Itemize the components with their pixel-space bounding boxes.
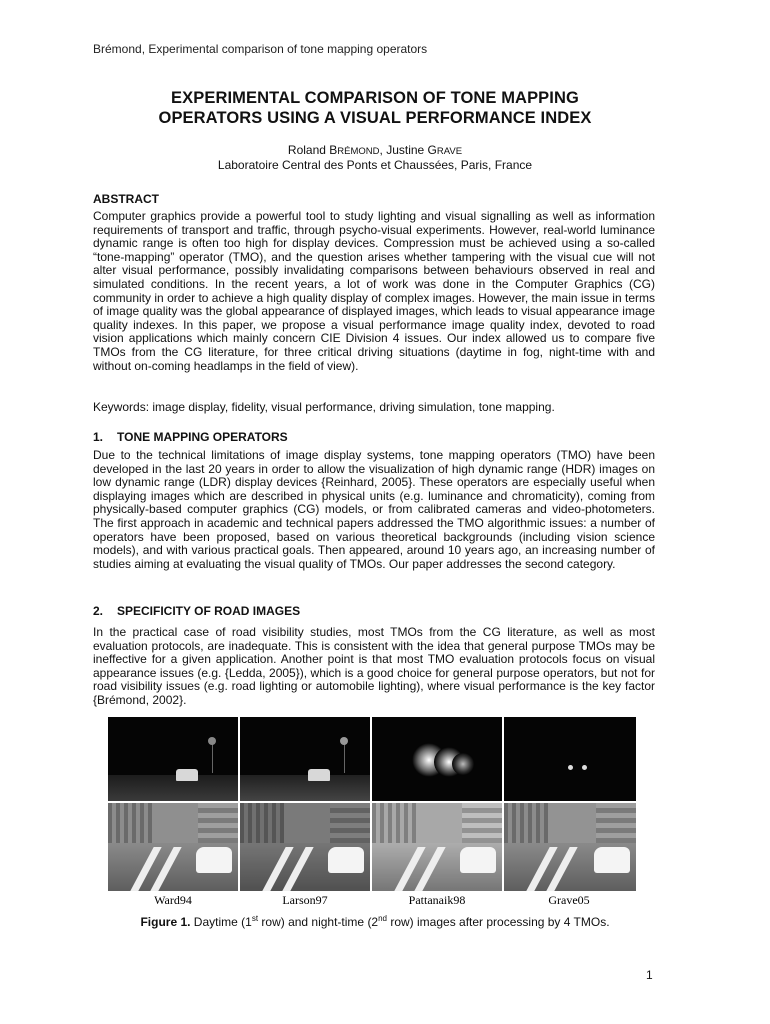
night-image-pattanaik98 [372,717,502,801]
day-image-pattanaik98 [372,803,502,891]
authors [60,143,690,157]
figure-caption-part-a: Daytime (1 [190,915,252,929]
figure-label-2: Larson97 [282,893,328,907]
affiliation: Laboratoire Central des Ponts et Chaussées, Paris, France [217,158,533,172]
figure-label-3: Pattanaik98 [408,893,466,907]
figure-caption-part-c: row) images after processing by 4 TMOs. [387,915,610,929]
night-image-ward94 [108,717,238,801]
figure-caption-part-b: row) and night-time (2 [258,915,379,929]
section-1-title: TONE MAPPING OPERATORS [117,430,288,444]
title-line-2: OPERATORS USING A VISUAL PERFORMANCE INDEX [158,109,592,127]
figure-label-4: Grave05 [548,893,590,907]
author-1-first: Roland B [287,143,338,157]
author-1-smallcaps: RÉMOND [337,146,380,157]
figure-caption [60,914,690,929]
keywords: Keywords: image display, fidelity, visual performance, driving simulation, tone mapping. [93,400,555,414]
section-2-number: 2. [93,604,104,618]
figure-label-1: Ward94 [154,893,192,907]
figure-caption-label: Figure 1. [140,915,191,929]
paper-title [60,88,690,128]
abstract-text: Computer graphics provide a powerful tool to study lighting and visual signalling as well as information requirements of transport and traffic, through psycho-visual experiments. However, real-world luminance dynamic range is often too high for display devices. Compression must be achieved using a so-called “tone-mapping” operator (TMO), and the question arises whether tampering with the visual cue will not alter visual performance, possibly invalidating comparisons between behaviours observed in real and simulated conditions. In the recent years, a lot of work was done in the Computer Graphics (CG) community in order to achieve a high quality display of complex images. However, the main issue in terms of image quality was the global appearance of displayed images, which leads to visual appearance image quality indexes. In this paper, we propose a visual performance image quality index, devoted to road vision applications which mainly concern CIE Division 4 issues. Our index allowed us to compare five TMOs from the CG literature, for three critical driving situations (daytime in fog, night-time with and without on-coming headlamps in the field of view). [93,209,655,373]
author-2-smallcaps: RAVE [436,146,463,157]
title-line-1: EXPERIMENTAL COMPARISON OF TONE MAPPING [171,89,579,107]
section-2-heading [93,604,300,618]
figure-caption-sup-1: st [251,914,259,923]
figure-1 [108,717,636,905]
section-2-title: SPECIFICITY OF ROAD IMAGES [117,604,301,618]
section-2-text: In the practical case of road visibility studies, most TMOs from the CG literature, as well as most evaluation protocols, are inadequate. This is consistent with the idea that general purpose TMOs may be ineffective for a given application. Another point is that most TMO evaluation protocols focus on visual appearance issues (e.g. {Ledda, 2005}), which is a good choice for general purpose operators, but not for road visibility issues (e.g. road lighting or automobile lighting), where visual performance is the key factor {Brémond, 2002}. [93,625,655,707]
day-image-larson97 [240,803,370,891]
section-1-heading [93,430,288,444]
section-1-number: 1. [93,430,104,444]
day-image-grave05 [504,803,636,891]
figure-caption-sup-2: nd [378,914,388,923]
author-separator: , Justine G [379,143,437,157]
page-number: 1 [646,968,653,982]
section-1-text: Due to the technical limitations of image display systems, tone mapping operators (TMO) have been developed in the last 20 years in order to allow the visualization of high dynamic range (HDR) images on low dynamic range (LDR) display devices {Reinhard, 2005}. These operators are especially useful when displaying images which are described in physical units (e.g. luminance and chromaticity), coming from physically-based computer graphics (CG) models, or from calibrated cameras and video-photometers. The first approach in academic and technical papers addressed the TMO algorithmic issues: a number of operators have been proposed, based on various theoretical backgrounds (including vision science models), and with various practical goals. Then appeared, around 10 years ago, an increasing number of studies aiming at evaluating the visual quality of TMOs. Our paper addresses the second category. [93,448,655,571]
running-head: Brémond, Experimental comparison of tone mapping operators [93,42,428,56]
abstract-heading: ABSTRACT [93,192,159,206]
night-image-grave05 [504,717,636,801]
day-image-ward94 [108,803,238,891]
night-image-larson97 [240,717,370,801]
